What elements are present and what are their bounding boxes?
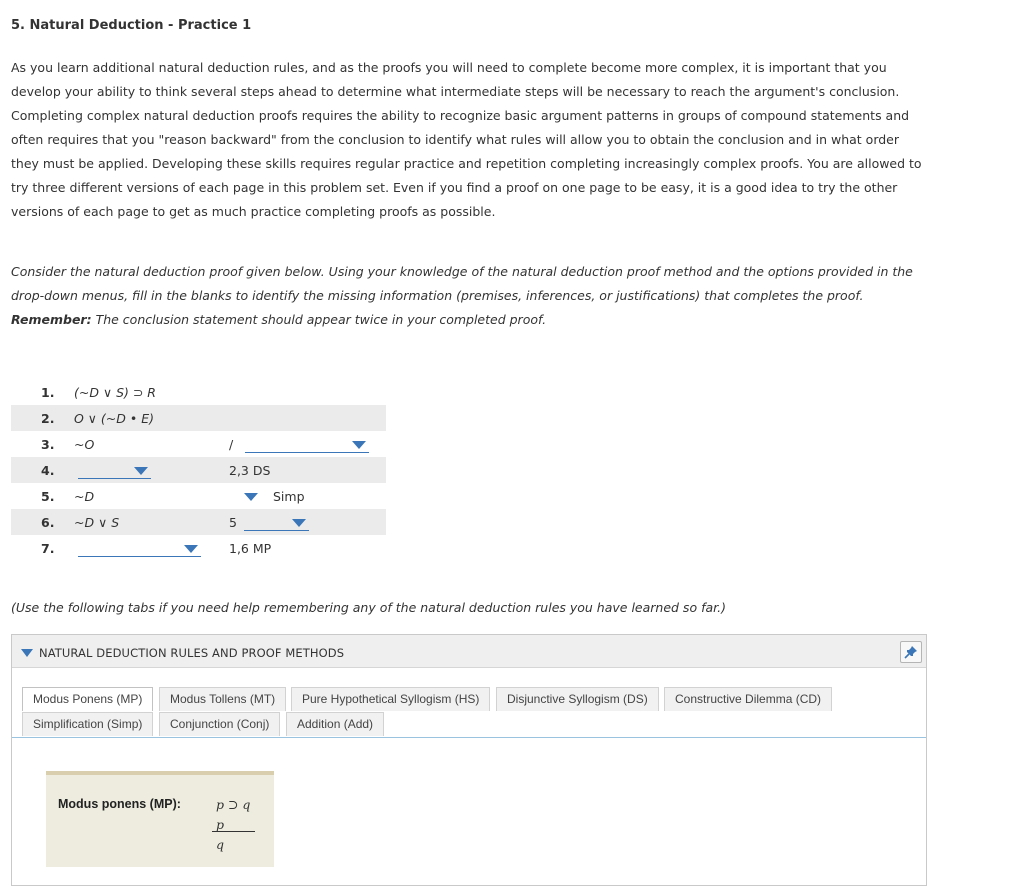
proof-line-7 [11,535,386,561]
tab-addition[interactable]: Addition (Add) [286,712,384,736]
proof-line-1 [11,379,386,405]
pin-button[interactable] [900,641,922,663]
page-title: 5. Natural Deduction - Practice 1 [11,18,252,33]
inference-statement: ~D ∨ S [74,515,120,530]
line-number: 4. [41,463,55,478]
instructions-remember: Remember: [11,312,92,327]
proof-line-4 [11,457,386,483]
rules-panel-header[interactable] [12,635,926,668]
instructions-paragraph [11,260,923,332]
line-number: 6. [41,515,55,530]
pin-icon [904,645,918,659]
tab-conjunction[interactable]: Conjunction (Conj) [159,712,280,736]
chevron-down-icon [292,519,306,527]
premise-statement: O ∨ (~D • E) [74,411,155,426]
conclusion-dropdown[interactable] [245,435,369,453]
rule-premise-2: p [216,817,225,832]
line-number: 7. [41,541,55,556]
premise-statement: (~D ∨ S) ⊃ R [74,385,156,400]
tab-modus-tollens[interactable]: Modus Tollens (MT) [159,687,286,711]
premise-statement: ~O [74,437,95,452]
tab-simplification[interactable]: Simplification (Simp) [22,712,153,736]
justification-rule: Simp [273,489,305,504]
line-7-statement-dropdown[interactable] [78,539,201,557]
line-number: 2. [41,411,55,426]
line-6-rule-dropdown[interactable] [244,513,309,531]
tab-disjunctive-syllogism[interactable]: Disjunctive Syllogism (DS) [496,687,659,711]
intro-paragraph: As you learn additional natural deduction rules, and as the proofs you will need to complete become more complex, it is important that you develop your ability to think several steps ahead to determine what intermediate steps will be necessary to reach the argument's conclusion. Completing complex natural deduction proofs requires the ability to recognize basic argument patterns in groups of compound statements and often requires that you "reason backward" from the conclusion to identify what rules will allow you to obtain the conclusion and in what order they must be applied. Developing these skills requires regular practice and repetition completing increasingly complex proofs. You are allowed to try three different versions of each page in this problem set. Even if you find a proof on one page to be easy, it is a good idea to try the other versions of each page to get as much practice completing proofs as possible. [11,60,922,219]
proof-table [11,379,386,561]
tab-constructive-dilemma[interactable]: Constructive Dilemma (CD) [664,687,832,711]
rules-panel [11,634,927,886]
rule-conclusion: q [216,837,225,852]
proof-line-5 [11,483,386,509]
instructions-text-end: The conclusion statement should appear twice in your completed proof. [91,312,547,327]
chevron-down-icon [134,467,148,475]
chevron-down-icon [352,441,366,449]
line-number: 1. [41,385,55,400]
instructions-text: Consider the natural deduction proof given below. Using your knowledge of the natural deduction proof method and the options provided in the drop-down menus, fill in the blanks to identify the missing information (premises, inferences, or justifications) that completes the proof. [11,264,913,303]
inference-statement: ~D [74,489,95,504]
rule-name: Modus ponens (MP): [58,797,181,811]
line-5-justification-dropdown[interactable] [233,487,261,504]
help-note: (Use the following tabs if you need help remembering any of the natural deduction rules you have learned so far.) [11,600,726,615]
line-number: 5. [41,489,55,504]
rule-definition-box [46,771,274,867]
line-4-statement-dropdown[interactable] [78,461,151,479]
proof-line-3 [11,431,386,457]
conclusion-slash: / [229,437,234,452]
tab-modus-ponens[interactable]: Modus Ponens (MP) [22,687,153,711]
justification: 2,3 DS [229,463,271,478]
rules-panel-title: NATURAL DEDUCTION RULES AND PROOF METHODS [39,646,345,660]
chevron-down-icon [244,493,258,501]
rule-premise-1: p ⊃ q [216,797,251,812]
rule-divider [212,831,255,832]
tab-hypothetical-syllogism[interactable]: Pure Hypothetical Syllogism (HS) [291,687,490,711]
justification: 1,6 MP [229,541,272,556]
rules-tab-bar [12,685,926,738]
chevron-down-icon [184,545,198,553]
proof-line-6 [11,509,386,535]
justification-line: 5 [229,515,237,530]
proof-line-2 [11,405,386,431]
line-number: 3. [41,437,55,452]
collapse-triangle-icon[interactable] [21,649,33,657]
